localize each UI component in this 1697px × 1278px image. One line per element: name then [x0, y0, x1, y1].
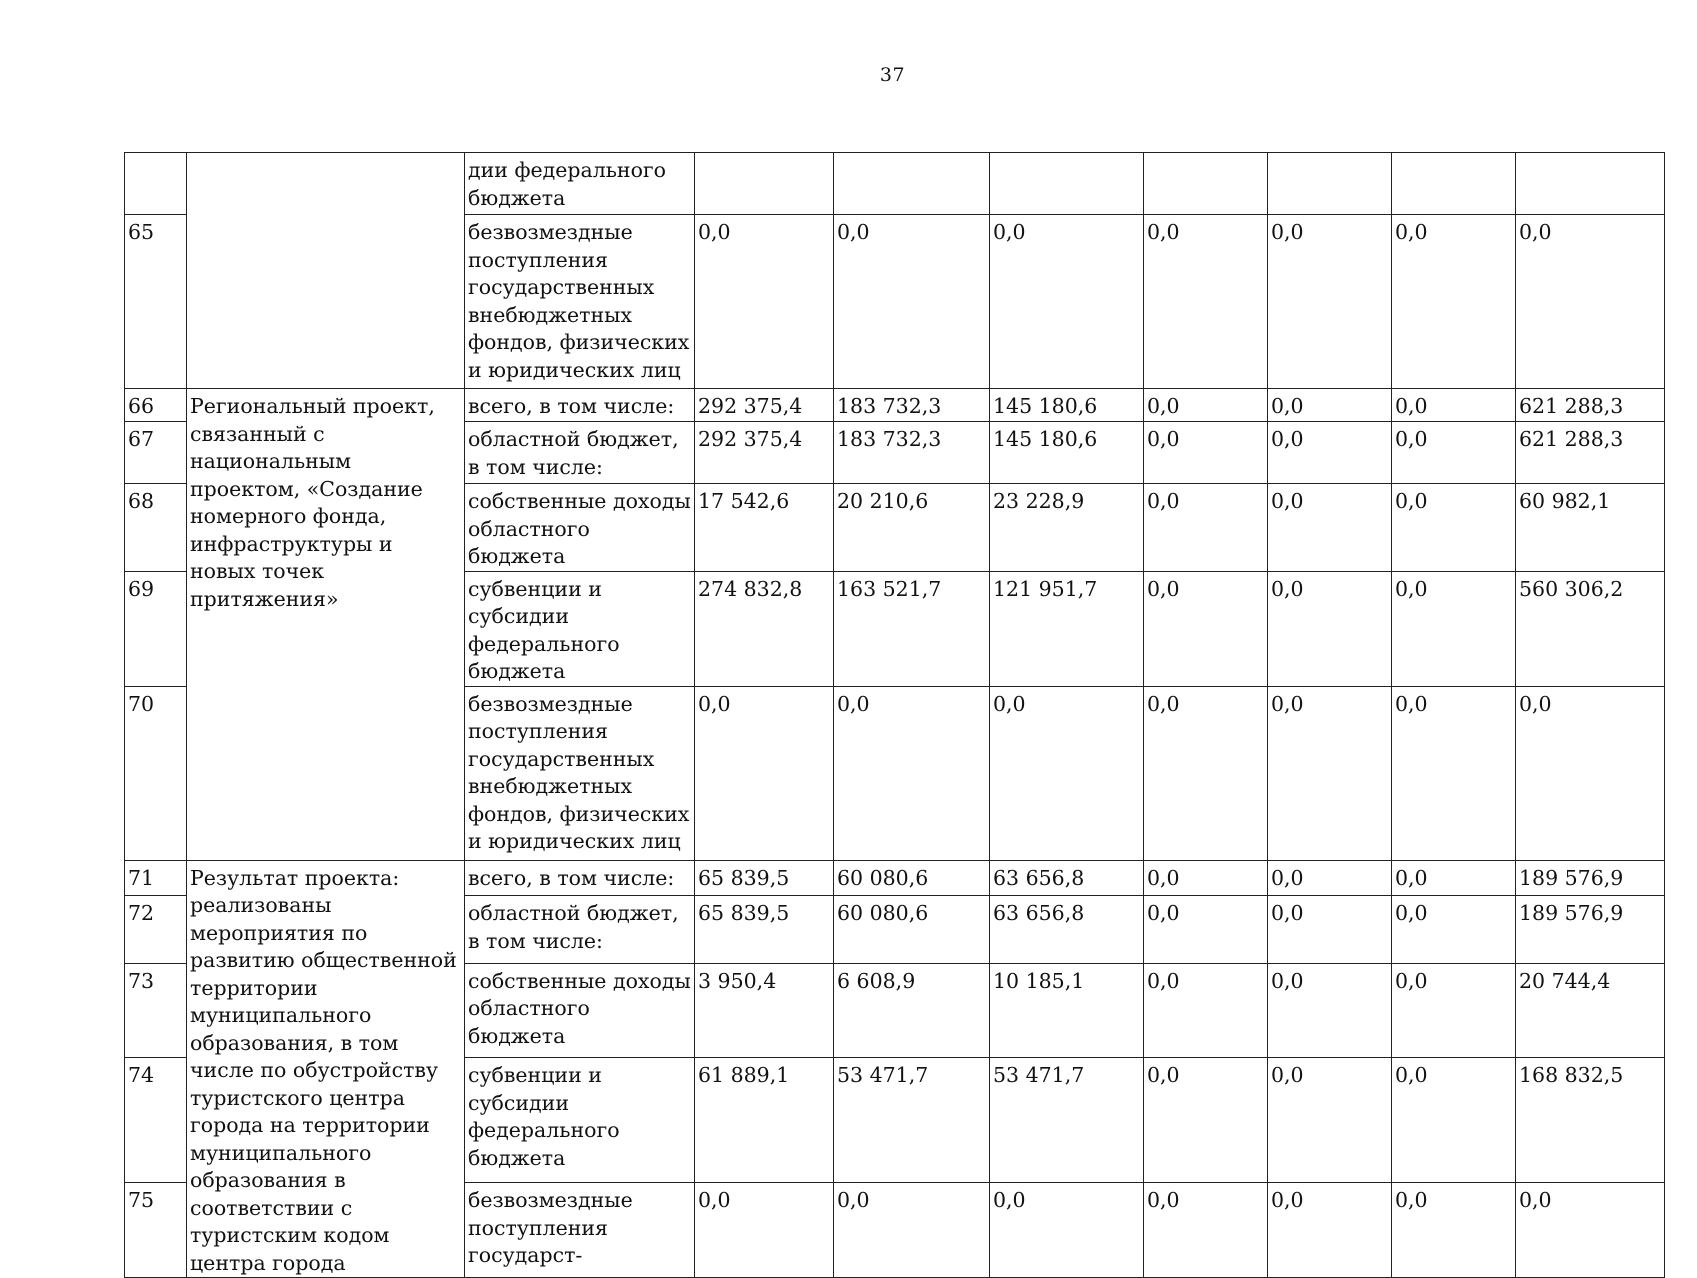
year-value-cell: 145 180,6 — [990, 389, 1144, 422]
row-number-cell — [125, 153, 187, 215]
total-value-cell: 189 576,9 — [1516, 896, 1665, 963]
year-value-cell: 163 521,7 — [834, 571, 990, 686]
row-number-cell: 70 — [125, 686, 187, 860]
row-number-cell: 68 — [125, 484, 187, 572]
year-value-cell: 0,0 — [1268, 963, 1392, 1058]
total-value-cell: 60 982,1 — [1516, 484, 1665, 572]
year-value-cell — [990, 153, 1144, 215]
year-value-cell: 0,0 — [1144, 686, 1268, 860]
year-value-cell: 0,0 — [1392, 1183, 1516, 1278]
total-value-cell: 0,0 — [1516, 686, 1665, 860]
row-number-cell: 74 — [125, 1058, 187, 1183]
funding-source-cell: областной бюджет, в том числе: — [465, 896, 695, 963]
funding-source-cell: безвозмездные поступления государст- — [465, 1183, 695, 1278]
year-value-cell: 0,0 — [1144, 860, 1268, 896]
year-value-cell: 145 180,6 — [990, 422, 1144, 484]
year-value-cell: 0,0 — [1144, 963, 1268, 1058]
year-value-cell: 0,0 — [695, 1183, 834, 1278]
year-value-cell: 60 080,6 — [834, 896, 990, 963]
year-value-cell: 17 542,6 — [695, 484, 834, 572]
funding-source-cell: всего, в том числе: — [465, 860, 695, 896]
year-value-cell: 0,0 — [1268, 860, 1392, 896]
year-value-cell: 0,0 — [1144, 215, 1268, 389]
funding-source-cell: всего, в том числе: — [465, 389, 695, 422]
year-value-cell: 0,0 — [990, 1183, 1144, 1278]
year-value-cell: 0,0 — [695, 686, 834, 860]
year-value-cell: 63 656,8 — [990, 896, 1144, 963]
table-body — [125, 153, 1665, 1278]
total-value-cell: 621 288,3 — [1516, 422, 1665, 484]
funding-source-cell: субвенции и субсидии федерального бюджета — [465, 1058, 695, 1183]
project-name-cell — [187, 153, 465, 389]
year-value-cell: 0,0 — [1268, 1058, 1392, 1183]
page-number: 37 — [879, 64, 906, 86]
year-value-cell: 292 375,4 — [695, 422, 834, 484]
year-value-cell: 0,0 — [1392, 1058, 1516, 1183]
total-value-cell: 560 306,2 — [1516, 571, 1665, 686]
year-value-cell: 292 375,4 — [695, 389, 834, 422]
funding-source-cell: собственные доходы областного бюджета — [465, 484, 695, 572]
year-value-cell: 0,0 — [1144, 422, 1268, 484]
year-value-cell: 183 732,3 — [834, 422, 990, 484]
year-value-cell: 60 080,6 — [834, 860, 990, 896]
year-value-cell: 0,0 — [1392, 686, 1516, 860]
year-value-cell: 0,0 — [1268, 686, 1392, 860]
row-number-cell: 71 — [125, 860, 187, 896]
funding-source-cell: областной бюджет, в том числе: — [465, 422, 695, 484]
year-value-cell: 0,0 — [1268, 484, 1392, 572]
year-value-cell — [834, 153, 990, 215]
funding-source-cell: дии федерального бюджета — [465, 153, 695, 215]
total-value-cell: 189 576,9 — [1516, 860, 1665, 896]
year-value-cell: 0,0 — [1268, 896, 1392, 963]
table-row — [125, 389, 1665, 422]
year-value-cell: 121 951,7 — [990, 571, 1144, 686]
year-value-cell: 0,0 — [834, 686, 990, 860]
year-value-cell: 0,0 — [1392, 484, 1516, 572]
year-value-cell: 0,0 — [1144, 389, 1268, 422]
total-value-cell: 621 288,3 — [1516, 389, 1665, 422]
total-value-cell — [1516, 153, 1665, 215]
year-value-cell: 0,0 — [1268, 389, 1392, 422]
total-value-cell: 20 744,4 — [1516, 963, 1665, 1058]
year-value-cell: 0,0 — [834, 1183, 990, 1278]
year-value-cell: 0,0 — [1144, 1058, 1268, 1183]
funding-source-cell: безвозмездные поступления государственных внебюджетных фондов, физических и юридических лиц — [465, 215, 695, 389]
row-number-cell: 73 — [125, 963, 187, 1058]
row-number-cell: 69 — [125, 571, 187, 686]
year-value-cell: 0,0 — [1268, 215, 1392, 389]
year-value-cell: 53 471,7 — [834, 1058, 990, 1183]
year-value-cell: 63 656,8 — [990, 860, 1144, 896]
year-value-cell: 0,0 — [1268, 1183, 1392, 1278]
total-value-cell: 0,0 — [1516, 215, 1665, 389]
project-name-cell: Результат проекта: реализованы мероприятия по развитию общественной территории муниципального образования, в том числе по обустройству туристского центра города на территории муниципального образования в соответствии с туристским кодом центра города — [187, 860, 465, 1278]
year-value-cell: 0,0 — [1144, 896, 1268, 963]
year-value-cell: 65 839,5 — [695, 860, 834, 896]
year-value-cell — [1144, 153, 1268, 215]
funding-source-cell: собственные доходы областного бюджета — [465, 963, 695, 1058]
year-value-cell — [1392, 153, 1516, 215]
project-name-cell: Региональный проект, связанный с национальным проектом, «Создание номерного фонда, инфраструктуры и новых точек притяжения» — [187, 389, 465, 861]
row-number-cell: 75 — [125, 1183, 187, 1278]
year-value-cell: 0,0 — [1268, 422, 1392, 484]
year-value-cell: 6 608,9 — [834, 963, 990, 1058]
year-value-cell: 0,0 — [990, 215, 1144, 389]
year-value-cell: 0,0 — [1392, 389, 1516, 422]
year-value-cell — [695, 153, 834, 215]
year-value-cell: 0,0 — [1392, 571, 1516, 686]
year-value-cell: 0,0 — [1392, 896, 1516, 963]
year-value-cell: 53 471,7 — [990, 1058, 1144, 1183]
year-value-cell: 61 889,1 — [695, 1058, 834, 1183]
total-value-cell: 168 832,5 — [1516, 1058, 1665, 1183]
row-number-cell: 65 — [125, 215, 187, 389]
year-value-cell: 0,0 — [1392, 215, 1516, 389]
year-value-cell: 274 832,8 — [695, 571, 834, 686]
year-value-cell: 0,0 — [990, 686, 1144, 860]
year-value-cell: 20 210,6 — [834, 484, 990, 572]
year-value-cell: 23 228,9 — [990, 484, 1144, 572]
year-value-cell: 0,0 — [1392, 963, 1516, 1058]
table-row — [125, 860, 1665, 896]
row-number-cell: 66 — [125, 389, 187, 422]
year-value-cell: 0,0 — [1144, 484, 1268, 572]
funding-source-cell: субвенции и субсидии федерального бюджета — [465, 571, 695, 686]
year-value-cell — [1268, 153, 1392, 215]
year-value-cell: 0,0 — [1392, 860, 1516, 896]
year-value-cell: 183 732,3 — [834, 389, 990, 422]
row-number-cell: 67 — [125, 422, 187, 484]
year-value-cell: 3 950,4 — [695, 963, 834, 1058]
year-value-cell: 0,0 — [695, 215, 834, 389]
year-value-cell: 0,0 — [1268, 571, 1392, 686]
funding-source-cell: безвозмездные поступления государственных внебюджетных фондов, физических и юридических лиц — [465, 686, 695, 860]
year-value-cell: 65 839,5 — [695, 896, 834, 963]
table-row — [125, 153, 1665, 215]
year-value-cell: 0,0 — [1392, 422, 1516, 484]
budget-table — [124, 152, 1665, 1278]
year-value-cell: 0,0 — [1144, 571, 1268, 686]
year-value-cell: 0,0 — [1144, 1183, 1268, 1278]
year-value-cell: 0,0 — [834, 215, 990, 389]
row-number-cell: 72 — [125, 896, 187, 963]
total-value-cell: 0,0 — [1516, 1183, 1665, 1278]
year-value-cell: 10 185,1 — [990, 963, 1144, 1058]
